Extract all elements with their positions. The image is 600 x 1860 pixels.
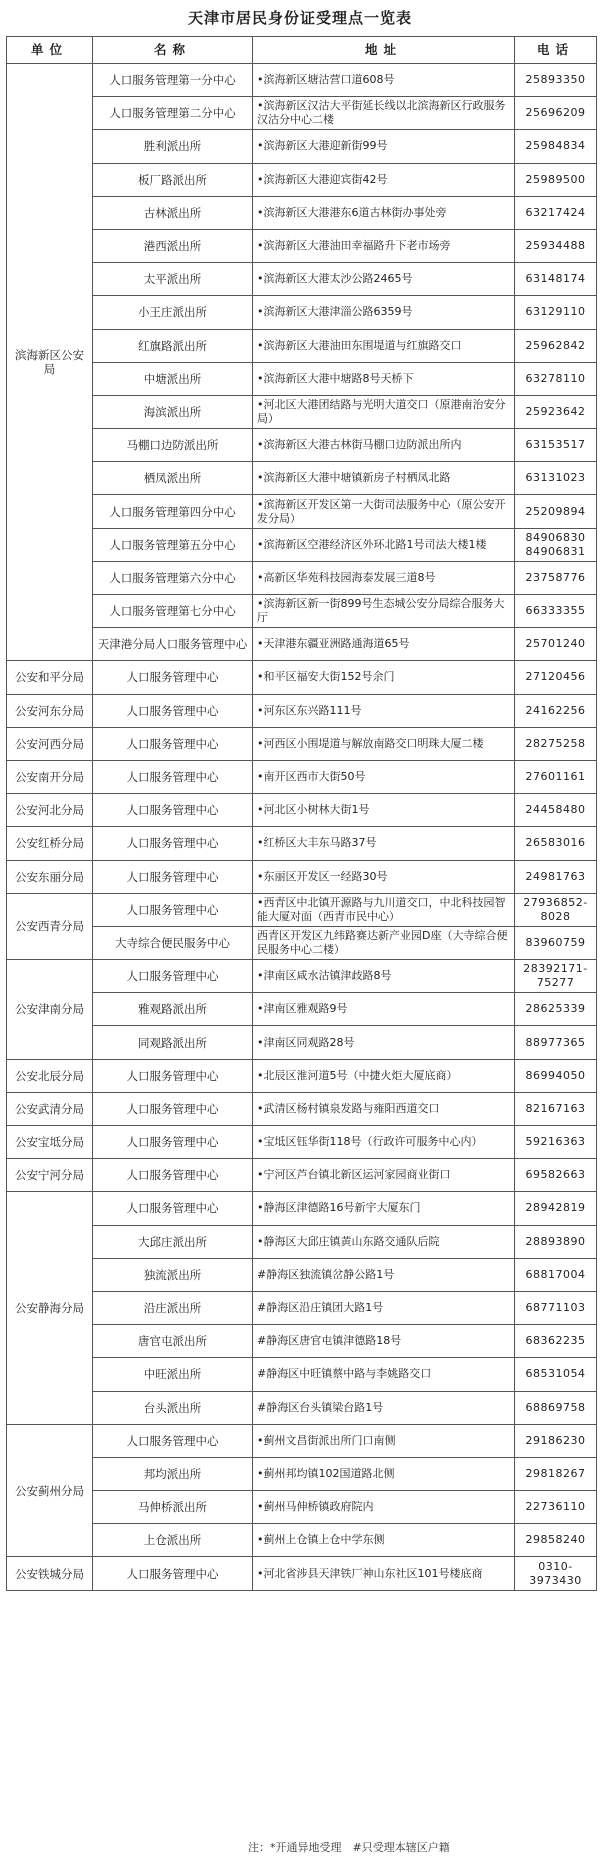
unit-cell: 公安河东分局	[7, 694, 93, 727]
name-cell: 沿庄派出所	[93, 1291, 253, 1324]
name-cell: 人口服务管理中心	[93, 1557, 253, 1590]
phone-cell: 24981763	[515, 860, 597, 893]
address-cell: •蓟州邦均镇102国道路北侧	[253, 1457, 515, 1490]
phone-cell: 88977365	[515, 1026, 597, 1059]
unit-cell: 公安宁河分局	[7, 1159, 93, 1192]
table-row	[7, 1491, 597, 1524]
name-cell: 大寺综合便民服务中心	[93, 926, 253, 959]
table-row	[7, 495, 597, 528]
phone-cell: 29858240	[515, 1524, 597, 1557]
header-phone: 电话	[515, 37, 597, 64]
address-cell: #静海区台头镇梁台路1号	[253, 1391, 515, 1424]
name-cell: 邦均派出所	[93, 1457, 253, 1490]
address-cell: •河西区小围堤道与解放南路交口明珠大厦二楼	[253, 727, 515, 760]
unit-cell: 滨海新区公安局	[7, 64, 93, 661]
table-row	[7, 860, 597, 893]
table-row	[7, 1457, 597, 1490]
phone-cell: 63148174	[515, 263, 597, 296]
header-row	[7, 37, 597, 64]
phone-cell: 84906830 84906831	[515, 528, 597, 561]
unit-cell: 公安和平分局	[7, 661, 93, 694]
table-row	[7, 163, 597, 196]
address-cell: •滨海新区大港港东6道古林街办事处旁	[253, 196, 515, 229]
table-row	[7, 661, 597, 694]
address-cell: •蓟州上仓镇上仓中学东侧	[253, 1524, 515, 1557]
phone-cell: 26583016	[515, 827, 597, 860]
name-cell: 人口服务管理中心	[93, 960, 253, 993]
table-row	[7, 362, 597, 395]
phone-cell: 68817004	[515, 1258, 597, 1291]
phone-cell: 22736110	[515, 1491, 597, 1524]
unit-cell: 公安津南分局	[7, 960, 93, 1060]
unit-cell: 公安铁城分局	[7, 1557, 93, 1590]
address-cell: •和平区福安大街152号余门	[253, 661, 515, 694]
name-cell: 人口服务管理中心	[93, 1159, 253, 1192]
phone-cell: 66333355	[515, 595, 597, 628]
table-row	[7, 561, 597, 594]
name-cell: 人口服务管理中心	[93, 694, 253, 727]
table-row	[7, 1159, 597, 1192]
name-cell: 人口服务管理中心	[93, 794, 253, 827]
address-cell: •河北区大港团结路与光明大道交口（原港南治安分局）	[253, 395, 515, 428]
name-cell: 人口服务管理中心	[93, 661, 253, 694]
table-row	[7, 893, 597, 926]
name-cell: 人口服务管理中心	[93, 1126, 253, 1159]
address-cell: •宁河区芦台镇北新区运河家园商业街口	[253, 1159, 515, 1192]
phone-cell: 25923642	[515, 395, 597, 428]
address-cell: •南开区西市大街50号	[253, 760, 515, 793]
phone-cell: 28392171-75277	[515, 960, 597, 993]
unit-cell: 公安北辰分局	[7, 1059, 93, 1092]
address-cell: •宝坻区钰华街118号（行政许可服务中心内）	[253, 1126, 515, 1159]
phone-cell: 27120456	[515, 661, 597, 694]
address-cell: •滨海新区大港迎新街99号	[253, 130, 515, 163]
phone-cell: 63217424	[515, 196, 597, 229]
table-row	[7, 794, 597, 827]
header-name: 名称	[93, 37, 253, 64]
address-cell: •高新区华苑科技园海泰发展三道8号	[253, 561, 515, 594]
phone-cell: 69582663	[515, 1159, 597, 1192]
phone-cell: 25701240	[515, 628, 597, 661]
unit-cell: 公安南开分局	[7, 760, 93, 793]
address-cell: •滨海新区大港中塘路8号天桥下	[253, 362, 515, 395]
address-cell: •河东区东兴路111号	[253, 694, 515, 727]
footnote: 注：*开通异地受理 #只受理本辖区户籍	[248, 1841, 450, 1854]
name-cell: 人口服务管理第五分中心	[93, 528, 253, 561]
table-row	[7, 727, 597, 760]
table-row	[7, 130, 597, 163]
phone-cell: 28275258	[515, 727, 597, 760]
address-cell: •蓟州马伸桥镇政府院内	[253, 1491, 515, 1524]
address-cell: 西青区开发区九纬路赛达新产业园D座（大寺综合便民服务中心二楼）	[253, 926, 515, 959]
table-row	[7, 1092, 597, 1125]
name-cell: 人口服务管理中心	[93, 827, 253, 860]
table-row	[7, 429, 597, 462]
address-cell: •蓟州文昌街派出所门口南侧	[253, 1424, 515, 1457]
table-row	[7, 694, 597, 727]
address-cell: •天津港东疆亚洲路通海道65号	[253, 628, 515, 661]
name-cell: 独流派出所	[93, 1258, 253, 1291]
phone-cell: 68531054	[515, 1358, 597, 1391]
name-cell: 上仓派出所	[93, 1524, 253, 1557]
phone-cell: 63278110	[515, 362, 597, 395]
phone-cell: 25893350	[515, 64, 597, 97]
table-row	[7, 296, 597, 329]
address-cell: #静海区中旺镇蔡中路与李姚路交口	[253, 1358, 515, 1391]
address-cell: •津南区雅观路9号	[253, 993, 515, 1026]
phone-cell: 82167163	[515, 1092, 597, 1125]
phone-cell: 83960759	[515, 926, 597, 959]
name-cell: 中旺派出所	[93, 1358, 253, 1391]
table-row	[7, 395, 597, 428]
name-cell: 太平派出所	[93, 263, 253, 296]
table-row	[7, 1026, 597, 1059]
name-cell: 小王庄派出所	[93, 296, 253, 329]
name-cell: 人口服务管理第七分中心	[93, 595, 253, 628]
address-cell: •东丽区开发区一经路30号	[253, 860, 515, 893]
address-cell: •北辰区淮河道5号（中捷火炬大厦底商）	[253, 1059, 515, 1092]
phone-cell: 29818267	[515, 1457, 597, 1490]
table-row	[7, 329, 597, 362]
phone-cell: 25696209	[515, 97, 597, 130]
table-row	[7, 462, 597, 495]
name-cell: 人口服务管理中心	[93, 1092, 253, 1125]
phone-cell: 28893890	[515, 1225, 597, 1258]
name-cell: 人口服务管理中心	[93, 893, 253, 926]
phone-cell: 28942819	[515, 1192, 597, 1225]
phone-cell: 29186230	[515, 1424, 597, 1457]
table-row	[7, 64, 597, 97]
name-cell: 胜利派出所	[93, 130, 253, 163]
address-cell: •津南区咸水沽镇津歧路8号	[253, 960, 515, 993]
phone-cell: 25934488	[515, 229, 597, 262]
phone-cell: 68362235	[515, 1325, 597, 1358]
table-row	[7, 229, 597, 262]
address-cell: •滨海新区大港津淄公路6359号	[253, 296, 515, 329]
table-row	[7, 1059, 597, 1092]
phone-cell: 0310-3973430	[515, 1557, 597, 1590]
table-row	[7, 760, 597, 793]
address-cell: •武清区杨村镇泉发路与雍阳西道交口	[253, 1092, 515, 1125]
phone-cell: 59216363	[515, 1126, 597, 1159]
address-cell: •西青区中北镇开源路与九川道交口，中北科技园智能大厦对面（西青市民中心）	[253, 893, 515, 926]
name-cell: 栖凤派出所	[93, 462, 253, 495]
table-row	[7, 1391, 597, 1424]
phone-cell: 63131023	[515, 462, 597, 495]
phone-cell: 86994050	[515, 1059, 597, 1092]
table-row	[7, 1424, 597, 1457]
phone-cell: 63129110	[515, 296, 597, 329]
table-row	[7, 1225, 597, 1258]
name-cell: 人口服务管理中心	[93, 860, 253, 893]
address-cell: •滨海新区塘沽营口道608号	[253, 64, 515, 97]
unit-cell: 公安宝坻分局	[7, 1126, 93, 1159]
address-cell: •滨海新区新一街899号生态城公安分局综合服务大厅	[253, 595, 515, 628]
name-cell: 天津港分局人口服务管理中心	[93, 628, 253, 661]
name-cell: 人口服务管理中心	[93, 1192, 253, 1225]
phone-cell: 68869758	[515, 1391, 597, 1424]
address-cell: •滨海新区汉沽大平街延长线以北滨海新区行政服务汉沽分中心二楼	[253, 97, 515, 130]
unit-cell: 公安河北分局	[7, 794, 93, 827]
name-cell: 大邱庄派出所	[93, 1225, 253, 1258]
unit-cell: 公安西青分局	[7, 893, 93, 959]
name-cell: 红旗路派出所	[93, 329, 253, 362]
address-cell: •红桥区大丰东马路37号	[253, 827, 515, 860]
table-row	[7, 528, 597, 561]
address-cell: •滨海新区大港太沙公路2465号	[253, 263, 515, 296]
address-cell: •河北省涉县天津铁厂神山东社区101号楼底商	[253, 1557, 515, 1590]
table-body	[7, 64, 597, 1591]
table-row	[7, 1126, 597, 1159]
table-row	[7, 1524, 597, 1557]
phone-cell: 25984834	[515, 130, 597, 163]
phone-cell: 27601161	[515, 760, 597, 793]
address-cell: •津南区同观路28号	[253, 1026, 515, 1059]
name-cell: 同观路派出所	[93, 1026, 253, 1059]
name-cell: 板厂路派出所	[93, 163, 253, 196]
address-cell: •滨海新区大港油田幸福路升下老市场旁	[253, 229, 515, 262]
unit-cell: 公安河西分局	[7, 727, 93, 760]
unit-cell: 公安静海分局	[7, 1192, 93, 1424]
name-cell: 人口服务管理中心	[93, 727, 253, 760]
address-cell: •滨海新区大港油田东围堤道与红旗路交口	[253, 329, 515, 362]
name-cell: 人口服务管理第二分中心	[93, 97, 253, 130]
name-cell: 人口服务管理中心	[93, 1059, 253, 1092]
phone-cell: 68771103	[515, 1291, 597, 1324]
name-cell: 人口服务管理中心	[93, 760, 253, 793]
table-row	[7, 827, 597, 860]
address-cell: •静海区大邱庄镇黄山东路交通队后院	[253, 1225, 515, 1258]
table-row	[7, 97, 597, 130]
phone-cell: 28625339	[515, 993, 597, 1026]
table-row	[7, 926, 597, 959]
address-cell: #静海区唐官屯镇津德路18号	[253, 1325, 515, 1358]
address-cell: •滨海新区空港经济区外环北路1号司法大楼1楼	[253, 528, 515, 561]
name-cell: 古林派出所	[93, 196, 253, 229]
address-cell: •滨海新区大港迎宾街42号	[253, 163, 515, 196]
name-cell: 人口服务管理第一分中心	[93, 64, 253, 97]
name-cell: 人口服务管理第六分中心	[93, 561, 253, 594]
name-cell: 中塘派出所	[93, 362, 253, 395]
table-row	[7, 1557, 597, 1590]
unit-cell: 公安东丽分局	[7, 860, 93, 893]
address-cell: •滨海新区大港中塘镇新房子村栖凤北路	[253, 462, 515, 495]
name-cell: 台头派出所	[93, 1391, 253, 1424]
address-cell: #静海区独流镇岔静公路1号	[253, 1258, 515, 1291]
phone-cell: 24162256	[515, 694, 597, 727]
name-cell: 海滨派出所	[93, 395, 253, 428]
phone-cell: 24458480	[515, 794, 597, 827]
address-cell: #静海区沿庄镇团大路1号	[253, 1291, 515, 1324]
header-address: 地址	[253, 37, 515, 64]
table-row	[7, 960, 597, 993]
table-row	[7, 993, 597, 1026]
name-cell: 人口服务管理第四分中心	[93, 495, 253, 528]
table-row	[7, 1192, 597, 1225]
name-cell: 马伸桥派出所	[93, 1491, 253, 1524]
table-row	[7, 263, 597, 296]
table-row	[7, 595, 597, 628]
phone-cell: 25989500	[515, 163, 597, 196]
name-cell: 唐官屯派出所	[93, 1325, 253, 1358]
unit-cell: 公安红桥分局	[7, 827, 93, 860]
name-cell: 马棚口边防派出所	[93, 429, 253, 462]
office-table	[6, 36, 597, 1591]
phone-cell: 27936852-8028	[515, 893, 597, 926]
page-title: 天津市居民身份证受理点一览表	[187, 9, 412, 27]
header-unit: 单位	[7, 37, 93, 64]
unit-cell: 公安蓟州分局	[7, 1424, 93, 1557]
address-cell: •静海区津德路16号新宇大厦东门	[253, 1192, 515, 1225]
address-cell: •河北区小树林大街1号	[253, 794, 515, 827]
table-row	[7, 1258, 597, 1291]
phone-cell: 23758776	[515, 561, 597, 594]
name-cell: 港西派出所	[93, 229, 253, 262]
phone-cell: 25962842	[515, 329, 597, 362]
phone-cell: 63153517	[515, 429, 597, 462]
address-cell: •滨海新区开发区第一大街司法服务中心（原公安开发分局）	[253, 495, 515, 528]
table-row	[7, 1325, 597, 1358]
table-row	[7, 1291, 597, 1324]
table-row	[7, 1358, 597, 1391]
unit-cell: 公安武清分局	[7, 1092, 93, 1125]
name-cell: 人口服务管理中心	[93, 1424, 253, 1457]
table-row	[7, 628, 597, 661]
name-cell: 雅观路派出所	[93, 993, 253, 1026]
phone-cell: 25209894	[515, 495, 597, 528]
address-cell: •滨海新区大港古林街马棚口边防派出所内	[253, 429, 515, 462]
table-row	[7, 196, 597, 229]
